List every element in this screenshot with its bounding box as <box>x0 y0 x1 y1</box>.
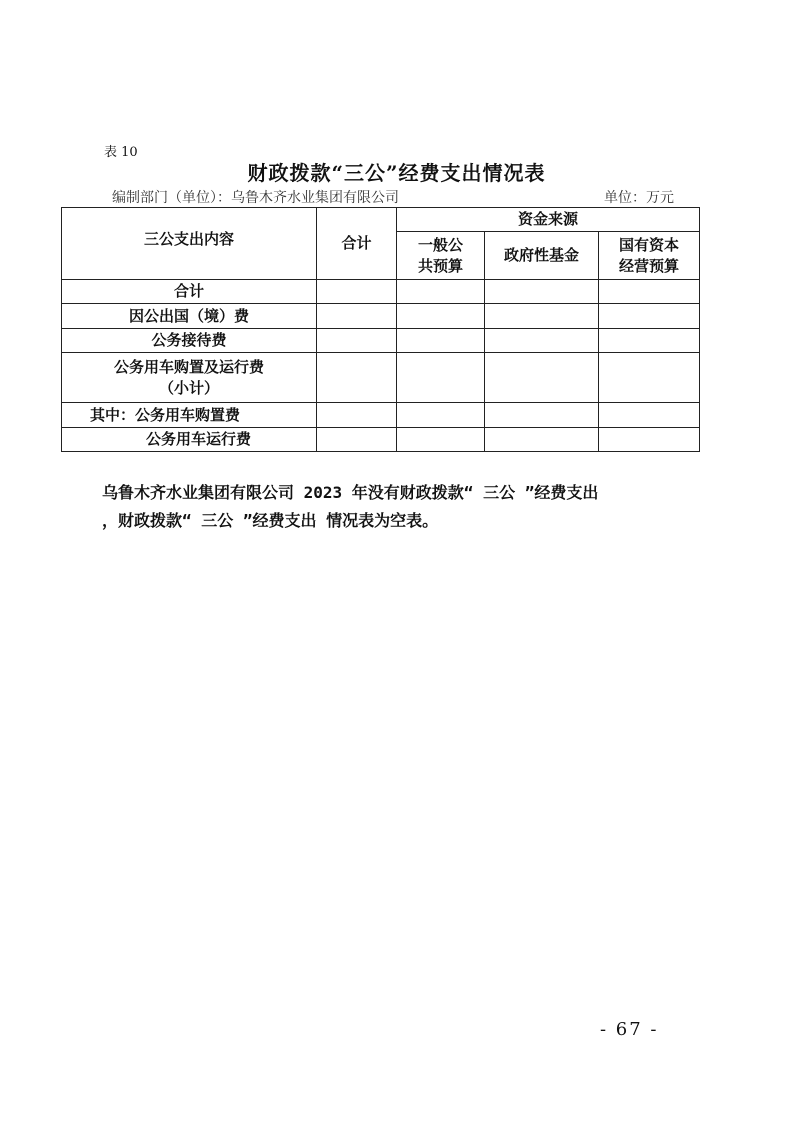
table-cell <box>317 304 397 329</box>
table-cell <box>599 403 700 428</box>
table-number: 表 10 <box>104 145 138 160</box>
row-label-overseas: 因公出国（境）费 <box>62 304 317 329</box>
row-label-reception: 公务接待费 <box>62 329 317 353</box>
table-cell <box>397 280 485 304</box>
table-cell <box>485 280 599 304</box>
table-cell <box>397 403 485 428</box>
table-row <box>62 403 700 428</box>
table-cell <box>397 428 485 452</box>
table-cell <box>599 304 700 329</box>
table-cell <box>317 428 397 452</box>
table-cell <box>317 329 397 353</box>
note-line1: 乌鲁木齐水业集团有限公司 2023 年没有财政拨款“ 三公 ”经费支出 <box>102 483 599 502</box>
col-header-total: 合计 <box>317 208 397 280</box>
row-label-vehicle <box>62 353 317 403</box>
table-cell <box>317 280 397 304</box>
state-capital-line2: 经营预算 <box>619 256 680 275</box>
row-label-vehicle-operation: 公务用车运行费 <box>62 428 317 452</box>
org-label: 编制部门（单位）：乌鲁木齐水业集团有限公司 <box>112 190 399 206</box>
table-row <box>62 428 700 452</box>
table-cell <box>599 329 700 353</box>
table-header-row <box>62 208 700 232</box>
table-cell <box>397 329 485 353</box>
page-number: - 67 - <box>600 1019 659 1040</box>
row-label-vehicle-purchase: 其中：公务用车购置费 <box>62 403 317 428</box>
unit-label: 单位：万元 <box>604 190 674 206</box>
table-cell <box>485 304 599 329</box>
page-title: 财政拨款“三公”经费支出情况表 <box>247 161 546 185</box>
table-cell <box>397 353 485 403</box>
vehicle-line1: 公务用车购置及运行费 <box>113 357 264 376</box>
table-cell <box>317 403 397 428</box>
table-row <box>62 353 700 403</box>
col-header-state-capital <box>599 232 700 280</box>
table-cell <box>485 329 599 353</box>
vehicle-line2: （小计） <box>158 378 219 397</box>
table-cell <box>599 280 700 304</box>
table-cell <box>485 353 599 403</box>
general-budget-line1: 一般公 <box>417 235 463 254</box>
col-header-general-budget <box>397 232 485 280</box>
explanatory-note <box>102 479 702 535</box>
table-cell <box>397 304 485 329</box>
table-cell <box>485 428 599 452</box>
table-cell <box>599 428 700 452</box>
state-capital-line1: 国有资本 <box>619 235 680 254</box>
table-row <box>62 329 700 353</box>
note-line2: ，财政拨款“ 三公 ”经费支出 情况表为空表。 <box>102 511 439 530</box>
general-budget-line2: 共预算 <box>417 256 463 275</box>
col-header-gov-fund: 政府性基金 <box>485 232 599 280</box>
row-label-total: 合计 <box>62 280 317 304</box>
col-header-content: 三公支出内容 <box>62 208 317 280</box>
table-cell <box>317 353 397 403</box>
col-header-source: 资金来源 <box>397 208 700 232</box>
table-row <box>62 280 700 304</box>
table-cell <box>485 403 599 428</box>
table-cell <box>599 353 700 403</box>
expenditure-table <box>61 207 700 452</box>
table-row <box>62 304 700 329</box>
